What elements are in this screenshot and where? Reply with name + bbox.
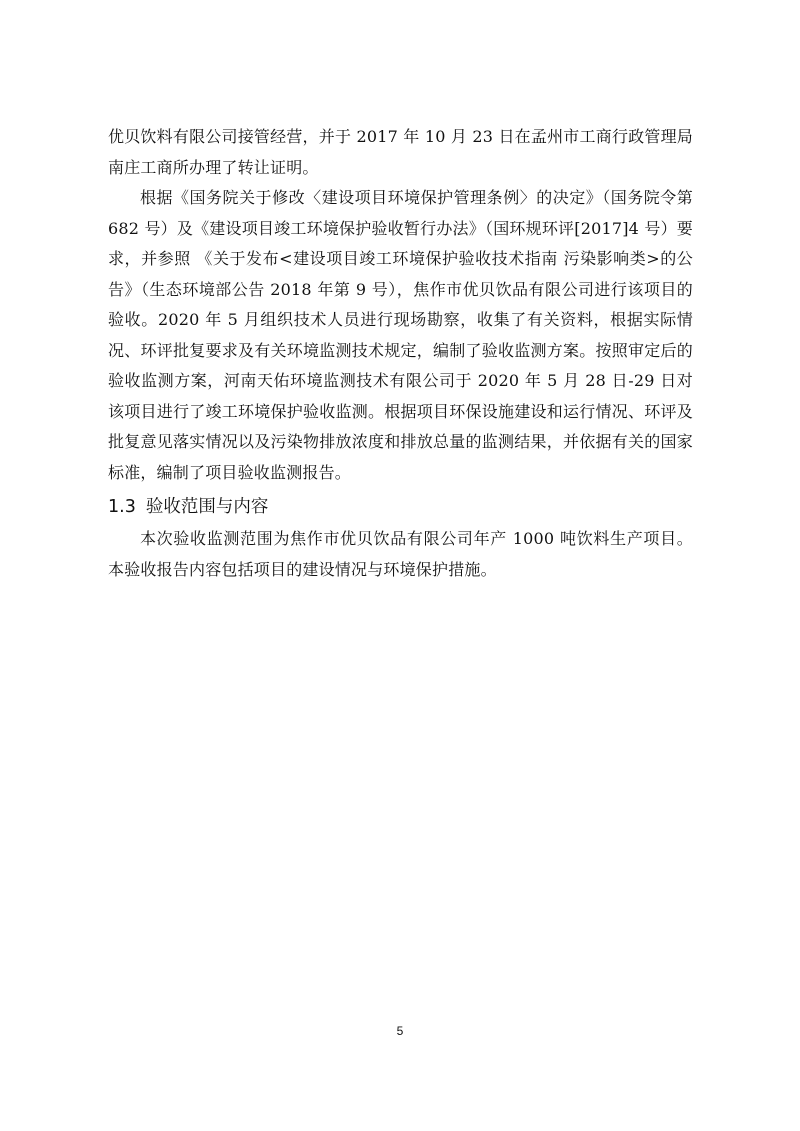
document-body xyxy=(108,122,693,585)
paragraph-acceptance-basis: 根据《国务院关于修改〈建设项目环境保护管理条例〉的决定》（国务院令第 682 号）及《建设项目竣工环境保护验收暂行办法》（国环规环评[2017]4 号）要求，并参照 《关于发布<建设项目竣工环境保护验收技术指南 污染影响类>的公告》（生态环境部公告 2018 年第 9 号），焦作市优贝饮品有限公司进行该项目的验收。2020 年 5 月组织技术人员进行现场勘察，收集了有关资料，根据实际情况、环评批复要求及有关环境监测技术规定，编制了验收监测方案。按照审定后的验收监测方案，河南天佑环境监测技术有限公司于 2020 年 5 月 28 日-29 日对该项目进行了竣工环境保护验收监测。根据项目环保设施建设和运行情况、环评及批复意见落实情况以及污染物排放浓度和排放总量的监测结果，并依据有关的国家标准，编制了项目验收监测报告。 xyxy=(108,188,693,482)
section-heading xyxy=(108,492,693,522)
paragraph-acceptance-scope: 本次验收监测范围为焦作市优贝饮品有限公司年产 1000 吨饮料生产项目。本验收报告内容包括项目的建设情况与环境保护措施。 xyxy=(108,529,693,579)
paragraph-transfer-note: 优贝饮料有限公司接管经营，并于 2017 年 10 月 23 日在孟州市工商行政管理局南庄工商所办理了转让证明。 xyxy=(108,127,693,177)
section-title: 验收范围与内容 xyxy=(145,497,269,517)
section-number: 1.3 xyxy=(108,497,136,517)
page-number: 5 xyxy=(396,1024,404,1038)
